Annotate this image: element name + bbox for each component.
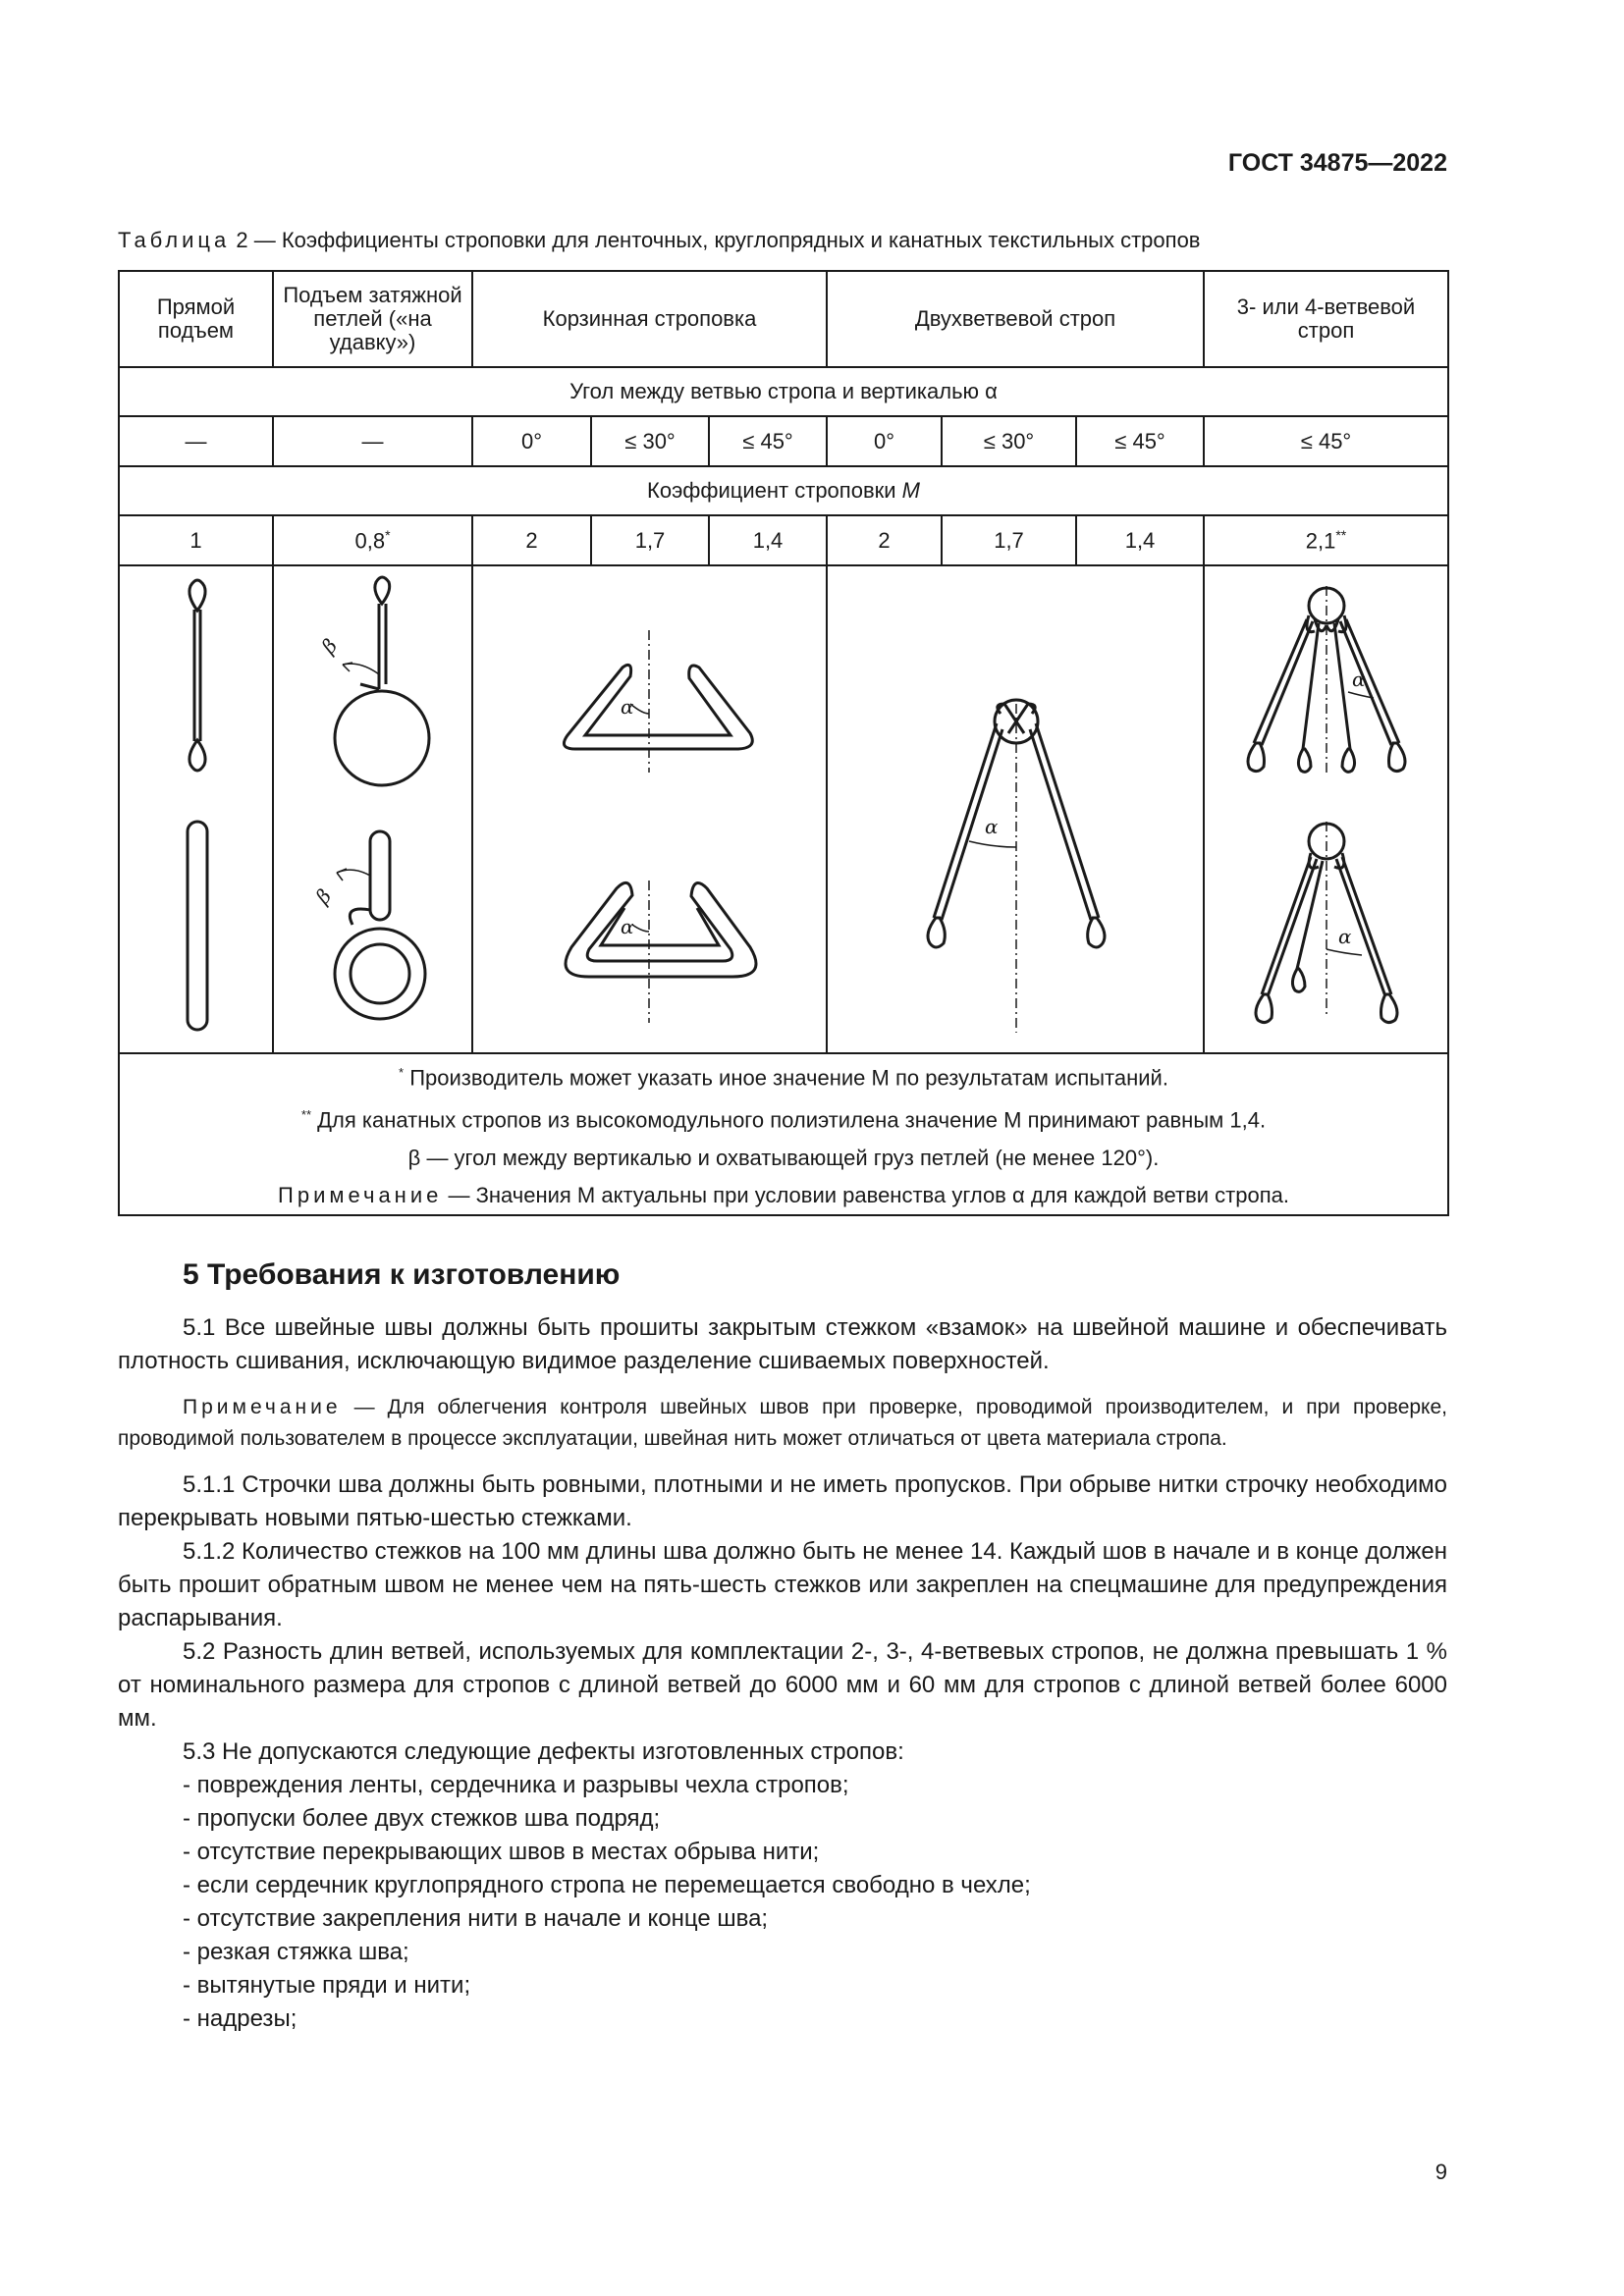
defect-list-item: - отсутствие закрепления нити в начале и конце шва; — [183, 1905, 769, 1932]
angle-cell: ≤ 30° — [942, 416, 1076, 466]
footnote-mark: * — [385, 526, 391, 543]
angle-cell: 0° — [827, 416, 942, 466]
footnote-beta: β — угол между вертикалью и охватывающей груз петлей (не менее 120°). — [407, 1145, 1160, 1170]
footnote-mark: ** — [1335, 526, 1347, 543]
defect-list-item: - если сердечник круглопрядного стропа не перемещается свободно в чехле; — [183, 1872, 1031, 1898]
defect-list-item: - резкая стяжка шва; — [183, 1939, 409, 1965]
angle-cell: ≤ 45° — [1204, 416, 1448, 466]
header-multi-leg-sling: 3- или 4-ветвевой строп — [1204, 271, 1448, 367]
angle-cell: 0° — [472, 416, 591, 466]
basket-hitch-drawing — [473, 566, 828, 1052]
coefficient-value: 1,4 — [1076, 515, 1204, 565]
document-standard-number: ГОСТ 34875—2022 — [1227, 149, 1447, 177]
alpha-label: α — [621, 915, 634, 938]
coefficient-value: 0,8* — [273, 515, 472, 565]
defect-list-item: - повреждения ленты, сердечника и разрывы чехла стропов; — [183, 1772, 849, 1798]
table-note: Примечание — Значения М актуальны при условии равенства углов α для каждой ветви стропа. — [278, 1182, 1289, 1207]
paragraph-5-1-1: 5.1.1 Строчки шва должны быть ровными, плотными и не иметь пропусков. При обрыве нитки строчку необходимо перекрывать новыми пятью-шестью стежками. — [118, 1471, 1447, 1531]
beta-label: β — [310, 883, 337, 909]
paragraph-5-1: 5.1 Все швейные швы должны быть прошиты закрытым стежком «взамок» на швейной машине и обеспечивать плотность сшивания, исключающую видимое разделение сшиваемых поверхностей. — [118, 1314, 1447, 1374]
figure-direct-lift — [119, 565, 273, 1053]
angle-cell: ≤ 45° — [1076, 416, 1204, 466]
footnote-2: ** Для канатных стропов из высокомодульного полиэтилена значение М принимают равным 1,4. — [300, 1107, 1267, 1133]
figure-basket-hitch — [472, 565, 827, 1053]
header-two-leg-sling: Двухветвевой строп — [827, 271, 1204, 367]
defect-list-item: - отсутствие перекрывающих швов в местах обрыва нити; — [183, 1839, 820, 1865]
section-title: 5 Требования к изготовлению — [183, 1258, 621, 1291]
coefficient-value: 1 — [119, 515, 273, 565]
header-choke-lift: Подъем затяжной петлей («на удавку») — [273, 271, 472, 367]
header-direct-lift: Прямой подъем — [119, 271, 273, 367]
angle-cell: ≤ 30° — [591, 416, 709, 466]
defect-list-item: - вытянутые пряди и нити; — [183, 1972, 471, 1999]
choke-lift-drawing — [274, 566, 473, 1052]
alpha-label: α — [621, 695, 634, 719]
paragraph-5-3: 5.3 Не допускаются следующие дефекты изготовленных стропов: — [183, 1738, 904, 1765]
figure-multi-leg-sling — [1204, 565, 1448, 1053]
coefficient-symbol: M — [901, 478, 920, 503]
table-caption-text: 2 — Коэффициенты строповки для ленточных, круглопрядных и канатных текстильных стропов — [230, 228, 1201, 252]
alpha-label: α — [1352, 667, 1366, 691]
header-basket-hitch: Корзинная строповка — [472, 271, 827, 367]
table-notes — [119, 1053, 1448, 1215]
angle-cell: — — [273, 416, 472, 466]
coefficient-value: 1,7 — [942, 515, 1076, 565]
sling-coefficient-table — [118, 270, 1449, 1216]
multi-leg-sling-drawing — [1205, 566, 1449, 1052]
angle-cell: — — [119, 416, 273, 466]
footnote-1: * Производитель может указать иное значение М по результатам испытаний. — [399, 1065, 1168, 1091]
coefficient-row-title: Коэффициент строповки M — [119, 466, 1448, 515]
beta-label: β — [316, 633, 343, 659]
two-leg-sling-drawing — [828, 566, 1205, 1052]
alpha-label: α — [1338, 925, 1352, 948]
direct-lift-drawing — [120, 566, 274, 1052]
table-caption — [118, 228, 1201, 253]
coefficient-value: 2 — [827, 515, 942, 565]
section-body — [118, 1311, 1447, 2036]
defect-list-item: - пропуски более двух стежков шва подряд; — [183, 1805, 661, 1832]
coefficient-value: 2,1** — [1204, 515, 1448, 565]
coefficient-value: 1,7 — [591, 515, 709, 565]
coefficient-value: 2 — [472, 515, 591, 565]
paragraph-note: Примечание — Для облегчения контроля швейных швов при проверке, проводимой производителем, и при проверке, проводимой пользователем в процессе эксплуатации, швейная нить может отличаться от цвета материала стропа. — [118, 1396, 1447, 1450]
page-number: 9 — [1435, 2160, 1447, 2184]
paragraph-5-2: 5.2 Разность длин ветвей, используемых для комплектации 2-, 3-, 4-ветвевых стропов, не должна превышать 1 % от номинального размера для стропов с длиной ветвей до 6000 мм и 60 мм для стропов с длиной ветвей более 6000 мм. — [118, 1638, 1447, 1732]
paragraph-5-1-2: 5.1.2 Количество стежков на 100 мм длины шва должно быть не менее 14. Каждый шов в начале и в конце должен быть прошит обратным швом не менее чем на пять-шесть стежков или закреплен на спецмашине для предупреждения распарывания. — [118, 1538, 1447, 1631]
alpha-label: α — [985, 815, 999, 838]
defect-list-item: - надрезы; — [183, 2005, 298, 2032]
angle-cell: ≤ 45° — [709, 416, 827, 466]
figure-choke-lift — [273, 565, 472, 1053]
figure-two-leg-sling — [827, 565, 1204, 1053]
table-caption-prefix: Таблица — [118, 228, 231, 252]
coefficient-value: 1,4 — [709, 515, 827, 565]
angle-row-title: Угол между ветвью стропа и вертикалью α — [119, 367, 1448, 416]
